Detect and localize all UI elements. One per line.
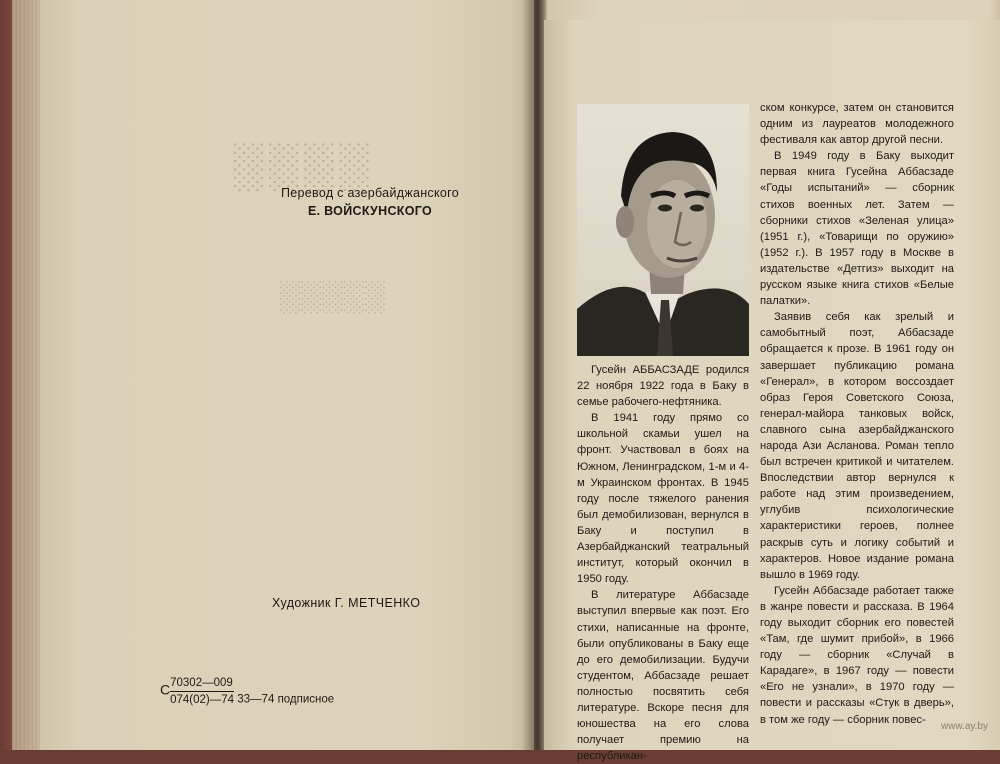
left-page	[40, 0, 534, 750]
imprint-numerator: 70302—009	[170, 675, 234, 692]
portrait-photo	[577, 104, 749, 356]
imprint-prefix: С	[160, 681, 171, 698]
imprint-code	[160, 675, 334, 708]
imprint-fraction	[170, 675, 234, 708]
imprint-note: подписное	[277, 693, 335, 706]
biography-column-right	[760, 100, 954, 728]
biography-paragraph: ском конкурсе, затем он становится одним из лауреатов молодежного фестиваля как автор другой песни.	[760, 102, 954, 147]
biography-paragraph: Гусейн АББАСЗАДЕ родился 22 ноября 1922 года в Баку в семье рабочего-нефтяника.	[577, 364, 749, 409]
biography-column-left	[577, 362, 749, 764]
biography-paragraph: В 1949 году в Баку выходит первая книга Гусейна Аббасзаде «Годы испытаний» — сборник стихов военных лет. Затем — сборники стихов «Зеленая улица» (1951 г.), «Товарищи по оружию» (1952 г.). В 1957 году в Москве в издательстве «Детгиз» выходит на русском языке книга стихов «Белые палатки».	[760, 150, 954, 308]
site-watermark: www.ay.by	[940, 721, 988, 732]
imprint-denominator: 074(02)—74	[170, 694, 235, 706]
portrait-illustration	[577, 104, 749, 356]
imprint-code-number: 33—74	[237, 693, 275, 706]
bleed-through-text: ░░░░	[230, 141, 371, 190]
translator-name: Е. ВОЙСКУНСКОГО	[307, 204, 432, 218]
biography-paragraph: Заявив себя как зрелый и самобытный поэт, Аббасзаде обращается к прозе. В 1961 году он завершает публикацию романа «Генерал», в котором воссоздает образ Героя Советского Союза, генерал-майора танковых войск, славного сына азербайджанского народа Ази Асланова. Роман тепло был встречен критикой и читателем. Впоследствии автор вернулся к работе над этим произведением, углубив психологические характеристики героев, полнее раскрыв суть и логику событий и характеров. Новое издание романа вышло в 1969 году.	[760, 311, 954, 581]
book-gutter	[522, 0, 546, 750]
page-edges	[12, 0, 42, 750]
bleed-through-text: ░░░░░	[280, 280, 387, 313]
biography-paragraph: Гусейн Аббасзаде работает также в жанре повести и рассказа. В 1964 году выходит сборник его повестей «Там, где шумит прибой», в 1966 году — сборник «Случай в Карадаге», в 1967 году — повести «Его не узнали», в 1970 году — повести и рассказы «Стук в дверь», в том же году — сборник повес-	[760, 584, 954, 726]
translation-credit: Перевод с азербайджанского	[281, 186, 459, 200]
biography-paragraph: В литературе Аббасзаде выступил впервые как поэт. Его стихи, написанные на фронте, были опубликованы в Баку еще до его демобилизации. Будучи студентом, Аббасзаде решает полностью посвятить себя литературе. Вскоре песня для юношества на его слова получает премию на республикан-	[577, 589, 749, 763]
biography-paragraph: В 1941 году прямо со школьной скамьи ушел на фронт. Участвовал в боях на Южном, Ленинградском, 1-м и 4-м Украинском фронтах. В 1945 году после тяжелого ранения был демобилизован, вернулся в Баку и поступил в Азербайджанский театральный институт, который окончил в 1950 году.	[577, 412, 749, 586]
artist-credit: Художник Г. МЕТЧЕНКО	[272, 596, 421, 610]
